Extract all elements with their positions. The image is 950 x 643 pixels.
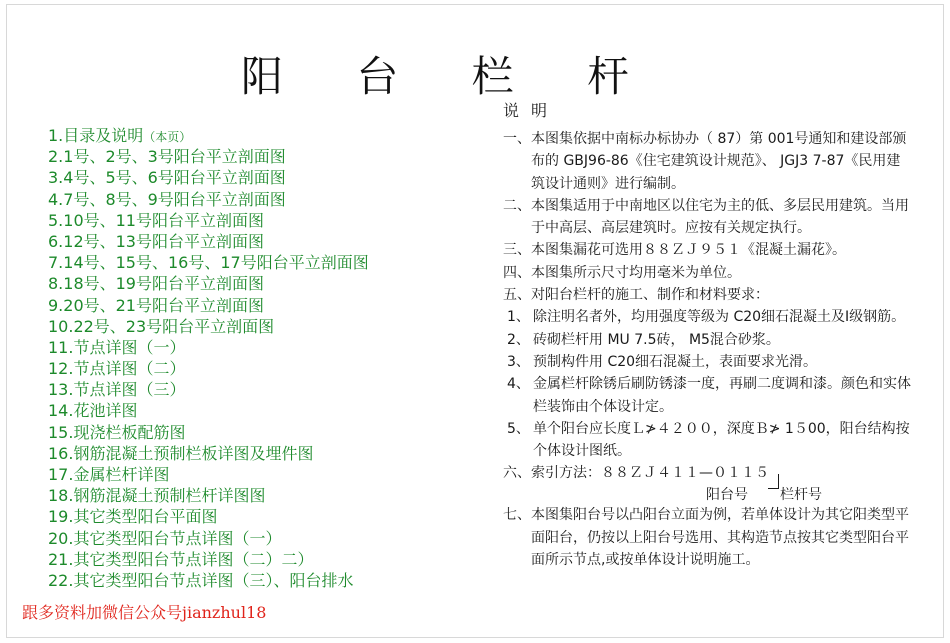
toc-item (48, 443, 369, 464)
toc-item (48, 464, 369, 485)
toc-item-text: 11.节点详图（一） (48, 337, 186, 357)
notes-item-num: 四、 (503, 264, 531, 281)
toc-item (48, 358, 369, 379)
notes-item-text: 本图集阳台号以凸阳台立面为例，若单体设计为其它阳类型平面阳台，仍按以上阳台号选用、其构造节点按其它类型阳台平面所示节点,或按单体设计说明施工。 (531, 507, 909, 569)
toc-item (48, 316, 369, 337)
notes-item-7 (503, 504, 913, 571)
toc-item-text: 6.12号、13号阳台平立剖面图 (48, 231, 264, 251)
notes-item (503, 239, 913, 261)
toc-item (48, 485, 369, 506)
notes-item-text: 本图集适用于中南地区以住宅为主的低、多层民用建筑。当用于中高层、高层建筑时。应按有关规定执行。 (531, 197, 909, 237)
toc-item-text: 20.其它类型阳台节点详图（一） (48, 528, 282, 548)
notes-item (503, 329, 913, 351)
toc-item-text: 2.1号、2号、3号阳台平立剖面图 (48, 147, 286, 167)
toc-item (48, 549, 369, 570)
index-code: ８８ＺＪ４１１—０１１５ (601, 465, 769, 482)
notes-item-num: 五、 (503, 287, 531, 304)
notes-item-num: 2、 (507, 331, 530, 348)
toc-item (48, 273, 369, 294)
notes-item-num: 4、 (507, 376, 530, 393)
notes-heading: 说明 (503, 101, 560, 120)
toc-item (48, 528, 369, 549)
notes-item-text: 预制构件用 C20细石混凝土，表面要求光滑。 (533, 353, 818, 370)
notes-item-num: 三、 (503, 242, 531, 259)
toc-item (48, 379, 369, 400)
toc-item-text: 7.14号、15号、16号、17号阳台平立剖面图 (48, 253, 369, 273)
notes-item-num: 一、 (503, 131, 531, 147)
notes-item (503, 284, 913, 306)
toc-item (48, 422, 369, 443)
toc-item (48, 252, 369, 273)
notes-item-num: 1、 (507, 309, 530, 326)
toc-item (48, 189, 369, 210)
notes-item-num: 七、 (503, 507, 531, 524)
notes-item-text: 本图集漏花可选用８８ＺＪ９５１《混凝土漏花》。 (531, 242, 846, 259)
toc-item-text: 9.20号、21号阳台平立剖面图 (48, 295, 264, 315)
toc-item (48, 231, 369, 252)
toc-item (48, 167, 369, 188)
toc-item (48, 125, 369, 146)
notes-item-text: 除注明名者外，均用强度等级为 C20细石混凝土及Ⅰ级钢筋。 (533, 309, 906, 326)
page-title: 阳 台 栏 杆 (240, 52, 660, 102)
toc-item-text: 19.其它类型阳台平面图 (48, 507, 218, 527)
toc-item-text: 8.18号、19号阳台平立剖面图 (48, 274, 264, 294)
notes-item-num: 二、 (503, 197, 531, 214)
index-railing-label: 栏杆号 (780, 487, 822, 504)
toc-item-text: 17.金属栏杆详图 (48, 465, 170, 484)
toc-item-text: 18.钢筋混凝土预制栏杆详图图 (48, 486, 266, 506)
notes-section (503, 100, 913, 571)
toc-item-text: 22.其它类型阳台节点详图（三）、阳台排水 (48, 570, 354, 590)
toc-item (48, 337, 369, 358)
index-method-num: 六、 (503, 465, 531, 482)
toc-item (48, 570, 369, 591)
toc-item (48, 400, 369, 421)
notes-item-text: 砖砌栏杆用 MU 7.5砖， M5混合砂浆。 (533, 331, 780, 348)
notes-item-num: 3、 (507, 353, 530, 370)
notes-items (503, 128, 913, 306)
notes-item (503, 195, 913, 240)
index-diagram (531, 462, 913, 504)
toc-item (48, 506, 369, 527)
toc-item (48, 210, 369, 231)
index-method-label: 索引方法： (531, 465, 601, 482)
toc-item-text: 1.目录及说明 (48, 126, 144, 145)
notes-item (503, 418, 913, 463)
toc-item-text: 10.22号、23号阳台平立剖面图 (48, 316, 275, 336)
notes-sub-items (503, 306, 913, 462)
notes-item-text: 本图集依据中南标办标协办（ 87）第 001号通知和建设部颁布的 GBJ96-86《住宅建筑设计规范》、 JGJ3 7-87《民用建筑设计通则》进行编制。 (531, 131, 907, 192)
notes-item-text: 金属栏杆除锈后刷防锈漆一度，再刷二度调和漆。颜色和实体栏装饰由个体设计定。 (533, 376, 911, 415)
notes-item-text: 单个阳台应长度Ｌ≯４２００，深度Ｂ≯ 1５00，阳台结构按个体设计图纸。 (533, 420, 910, 460)
notes-item-num: 5、 (507, 420, 530, 437)
notes-item (503, 306, 913, 328)
toc-item-text: 16.钢筋混凝土预制栏板详图及埋件图 (48, 443, 314, 463)
toc-item-text: 5.10号、11号阳台平立剖面图 (48, 210, 264, 230)
toc-item-text: 12.节点详图（二） (48, 359, 186, 379)
toc-item-text: 14.花池详图 (48, 401, 138, 421)
footer-note: 跟多资料加微信公众号jianzhul18 (22, 603, 267, 622)
notes-item (503, 351, 913, 373)
index-method (503, 462, 913, 504)
toc-item (48, 295, 369, 316)
toc-item (48, 146, 369, 167)
toc-item-text: 15.现浇栏板配筋图 (48, 422, 186, 442)
notes-item (503, 128, 913, 195)
toc-item-text: 21.其它类型阳台节点详图（二）二） (48, 549, 314, 569)
toc-item-text: 4.7号、8号、9号阳台平立剖面图 (48, 189, 286, 209)
toc-item-text: 3.4号、5号、6号阳台平立剖面图 (48, 168, 286, 188)
toc-item-text: 13.节点详图（三） (48, 380, 186, 400)
notes-item-text: 本图集所示尺寸均用毫米为单位。 (531, 264, 741, 281)
index-balcony-label: 阳台号 (706, 487, 748, 504)
toc-item-note: （本页） (143, 130, 192, 144)
notes-item (503, 262, 913, 284)
notes-item (503, 373, 913, 418)
notes-item-text: 对阳台栏杆的施工、制作和材料要求： (531, 287, 769, 304)
table-of-contents (48, 125, 369, 591)
